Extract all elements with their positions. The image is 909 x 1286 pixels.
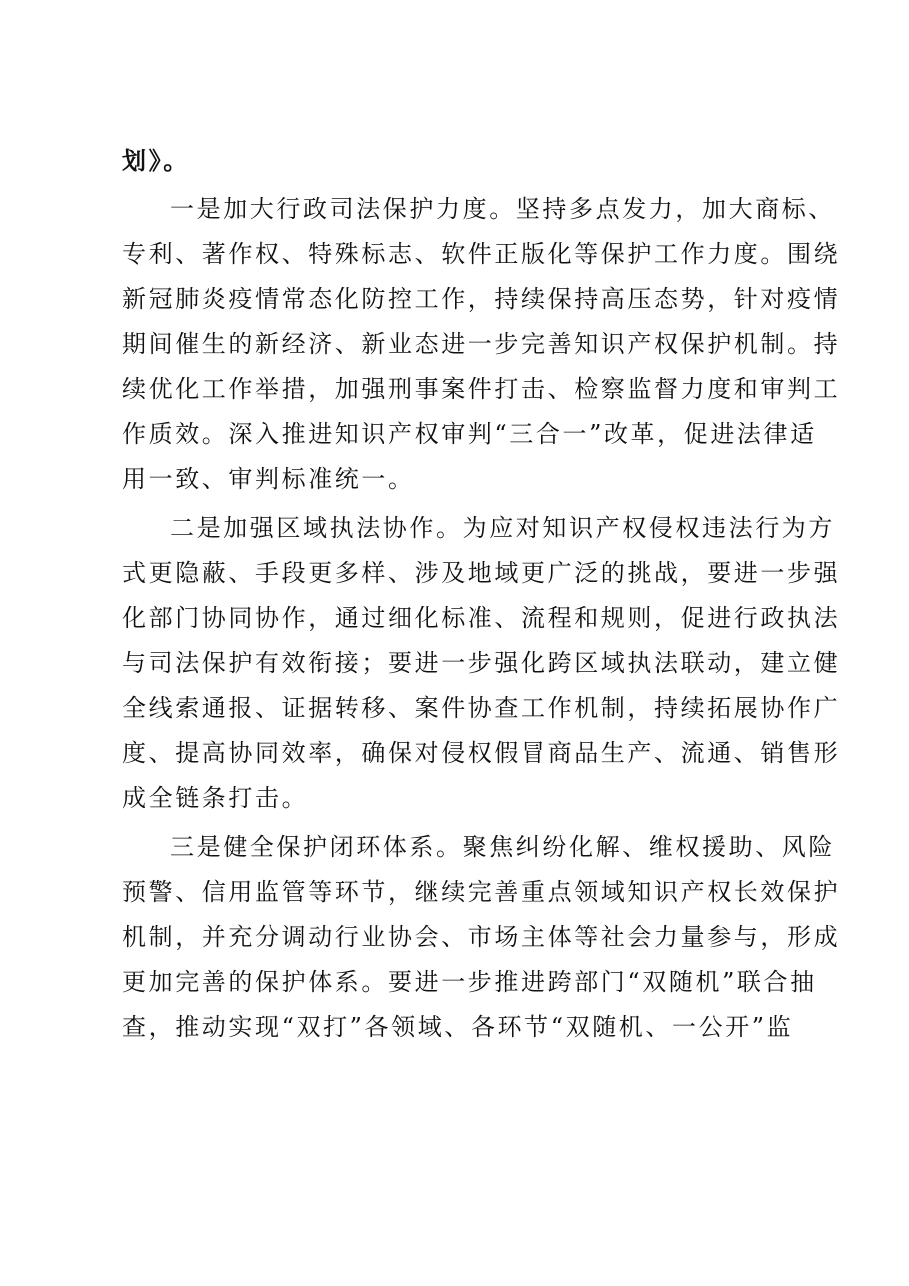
text-line: 式更隐蔽、手段更多样、涉及地域更广泛的挑战，要进一步强	[122, 559, 841, 587]
text-line: 查，推动实现“双打”各领域、各环节“双随机、一公开”监	[122, 1013, 794, 1041]
text-line: 专利、著作权、特殊标志、软件正版化等保护工作力度。围绕	[122, 240, 841, 268]
document-body	[122, 138, 841, 1050]
text-line: 新冠肺炎疫情常态化防控工作，持续保持高压态势，针对疫情	[122, 285, 841, 313]
text-line: 续优化工作举措，加强刑事案件打击、检察监督力度和审判工	[122, 375, 841, 403]
text-line: 划》。	[122, 146, 190, 175]
text-line: 更加完善的保护体系。要进一步推进跨部门“双随机”联合抽	[122, 968, 817, 996]
text-line: 度、提高协同效率，确保对侵权假冒商品生产、流通、销售形	[122, 739, 841, 767]
text-line: 期间催生的新经济、新业态进一步完善知识产权保护机制。持	[122, 330, 841, 358]
text-line: 全线索通报、证据转移、案件协查工作机制，持续拓展协作广	[122, 694, 841, 722]
text-line: 化部门协同协作，通过细化标准、流程和规则，促进行政执法	[122, 604, 841, 632]
text-line: 作质效。深入推进知识产权审判“三合一”改革，促进法律适	[122, 420, 817, 448]
text-line: 三是健全保护闭环体系。聚焦纠纷化解、维权援助、风险	[170, 833, 835, 861]
text-line: 成全链条打击。	[122, 784, 309, 812]
text-line: 与司法保护有效衔接；要进一步强化跨区域执法联动，建立健	[122, 649, 841, 677]
text-line: 用一致、审判标准统一。	[122, 465, 415, 493]
text-line: 一是加大行政司法保护力度。坚持多点发力，加大商标、	[170, 195, 835, 223]
text-line: 机制，并充分调动行业协会、市场主体等社会力量参与，形成	[122, 923, 841, 951]
text-line: 二是加强区域执法协作。为应对知识产权侵权违法行为方	[170, 514, 835, 542]
text-line: 预警、信用监管等环节，继续完善重点领域知识产权长效保护	[122, 878, 841, 906]
